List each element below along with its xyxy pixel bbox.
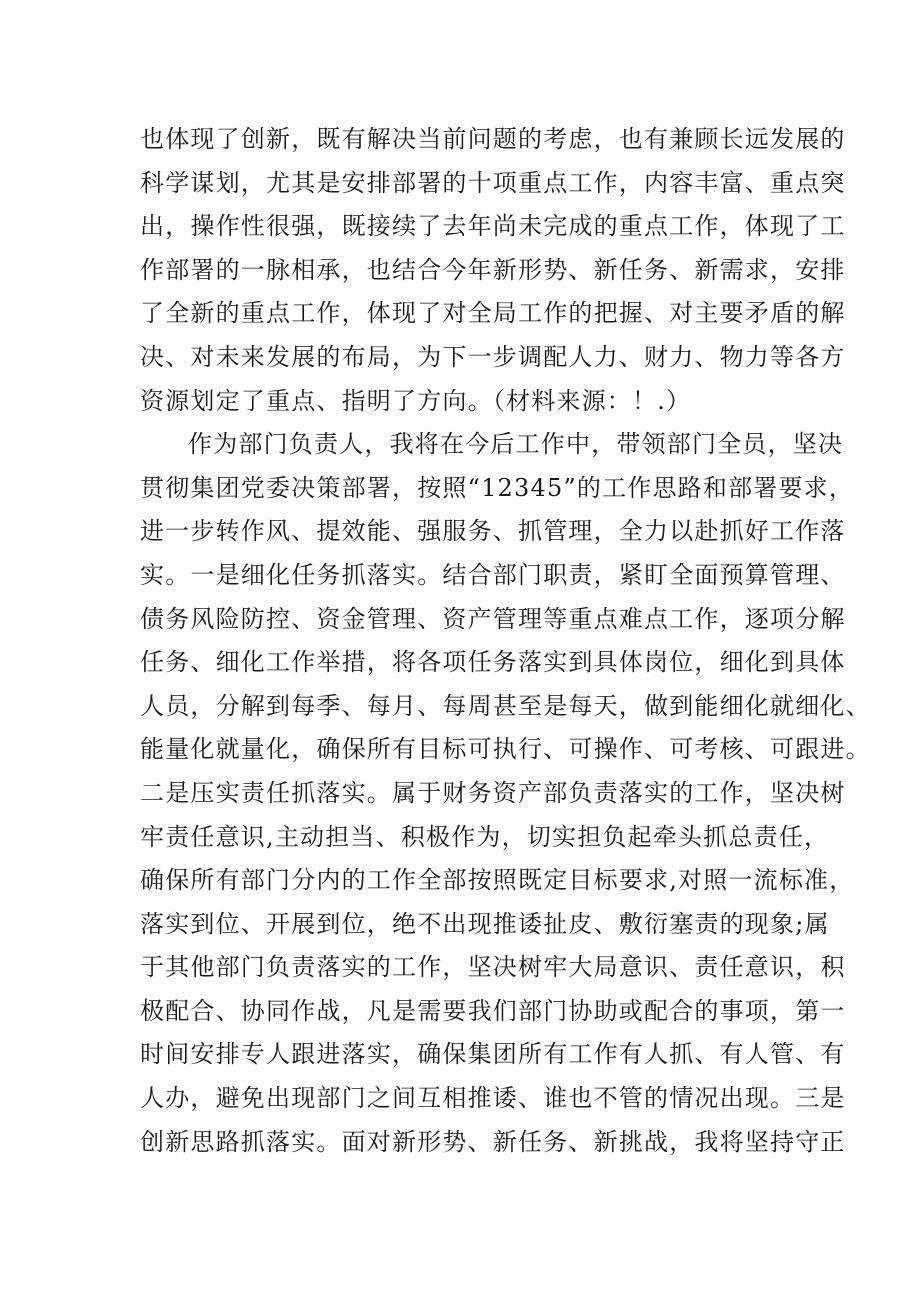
text-line: 能量化就量化，确保所有目标可执行、可操作、可考核、可跟进。: [140, 735, 871, 764]
text-line: 进一步转作风、提效能、强服务、抓管理，全力以赴抓好工作落: [140, 517, 846, 546]
text-line: 人员，分解到每季、每月、每周甚至是每天，做到能细化就细化、: [140, 691, 871, 720]
text-line: 也体现了创新，既有解决当前问题的考虑，也有兼顾长远发展的: [140, 125, 846, 153]
text-line: 资源划定了重点、指明了方向。（材料来源：！.）: [140, 386, 692, 415]
text-line: 二是压实责任抓落实。属于财务资产部负责落实的工作，坚决树: [140, 778, 846, 807]
text-line: 科学谋划，尤其是安排部署的十项重点工作，内容丰富、重点突: [140, 168, 846, 197]
text-line: 落实到位、开展到位，绝不出现推诿扯皮、敷衍塞责的现象;属: [140, 909, 830, 938]
text-line: 决、对未来发展的布局，为下一步调配人力、财力、物力等各方: [140, 342, 846, 371]
text-line: 了全新的重点工作，体现了对全局工作的把握、对主要矛盾的解: [140, 299, 846, 328]
text-line: 债务风险防控、资金管理、资产管理等重点难点工作，逐项分解: [140, 604, 846, 633]
text-line: 贯彻集团党委决策部署，按照“12345”的工作思路和部署要求，: [140, 473, 855, 502]
text-line: 创新思路抓落实。面对新形势、新任务、新挑战，我将坚持守正: [140, 1127, 846, 1156]
text-line: 于其他部门负责落实的工作，坚决树牢大局意识、责任意识，积: [140, 953, 846, 982]
text-line: 牢责任意识,主动担当、积极作为，切实担负起牵头抓总责任，: [140, 822, 830, 851]
text-line: 出，操作性很强，既接续了去年尚未完成的重点工作，体现了工: [140, 212, 846, 241]
text-line: 极配合、协同作战，凡是需要我们部门协助或配合的事项，第一: [140, 996, 846, 1025]
paragraph-first-line: 作为部门负责人，我将在今后工作中，带领部门全员，坚决: [188, 430, 844, 459]
body-text: [140, 118, 871, 1164]
text-line: 人办，避免出现部门之间互相推诿、谁也不管的情况出现。三是: [140, 1084, 846, 1113]
text-line: 实。一是细化任务抓落实。结合部门职责，紧盯全面预算管理、: [140, 560, 846, 589]
text-line: 确保所有部门分内的工作全部按照既定目标要求,对照一流标准，: [140, 866, 855, 895]
text-line: 时间安排专人跟进落实，确保集团所有工作有人抓、有人管、有: [140, 1040, 846, 1069]
text-line: 作部署的一脉相承，也结合今年新形势、新任务、新需求，安排: [140, 255, 846, 284]
text-line: 任务、细化工作举措，将各项任务落实到具体岗位，细化到具体: [140, 648, 846, 677]
